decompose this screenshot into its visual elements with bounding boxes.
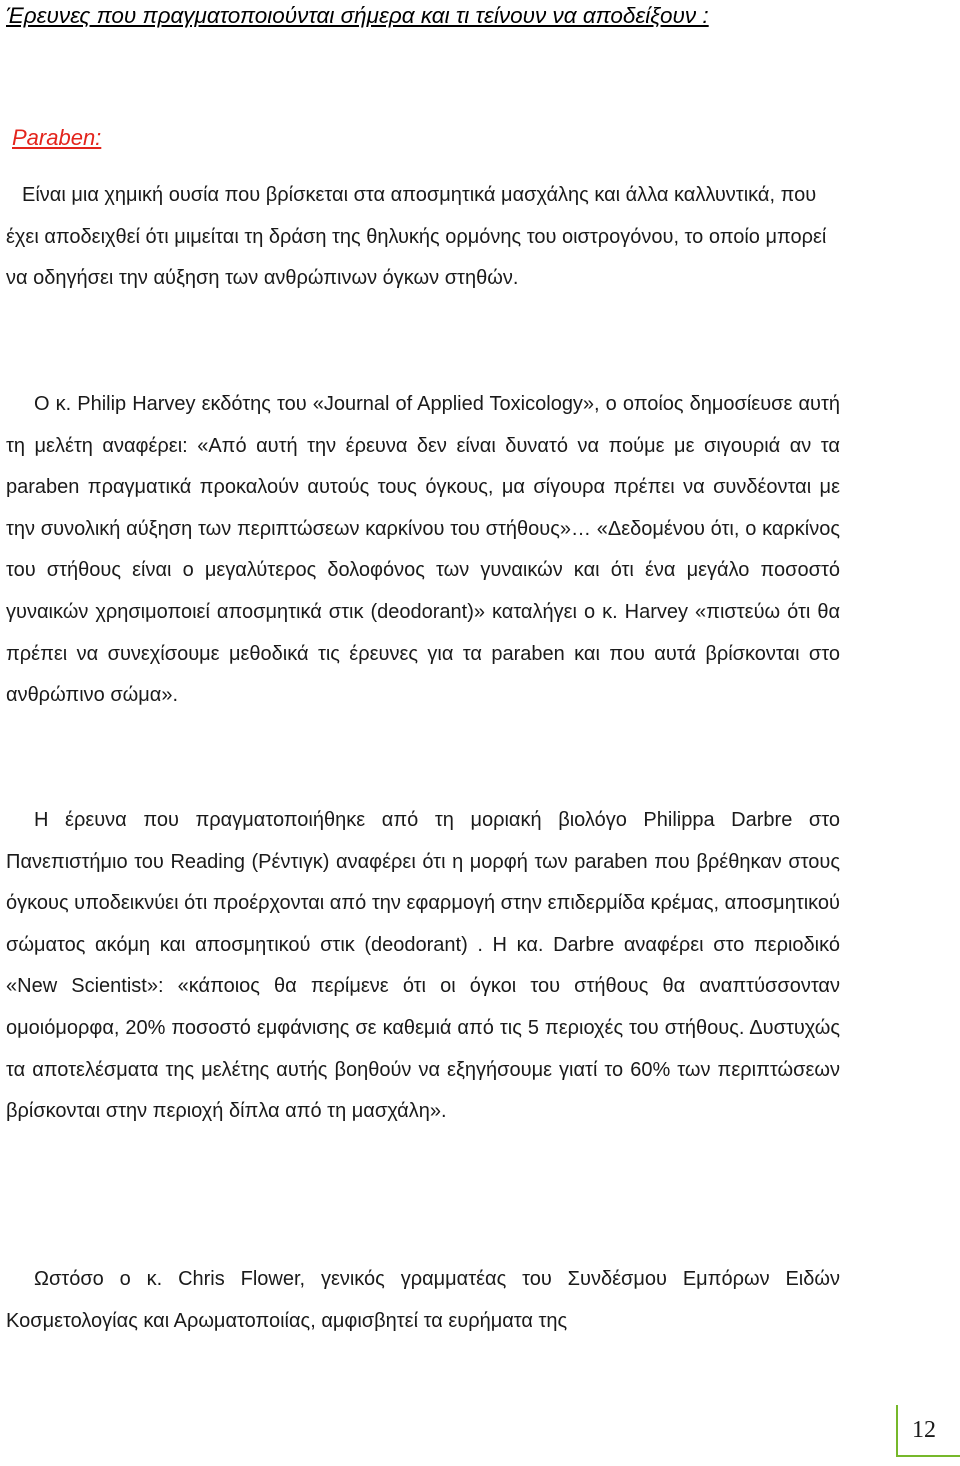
page-number: 12 (912, 1417, 936, 1443)
paragraph-harvey (6, 384, 840, 717)
paragraph-text: Ωστόσο ο κ. Chris Flower, γενικός γραμματέας του Συνδέσμου Εμπόρων Ειδών Κοσμετολογίας και Αρωματοποιίας, αμφισβητεί τα ευρήματα της (6, 1268, 840, 1332)
paragraph-text: Είναι μια χημική ουσία που βρίσκεται στα αποσμητικά μασχάλης και άλλα καλλυντικά, που έχει αποδειχθεί ότι μιμείται τη δράση της θηλυκής ορμόνης του οιστρογόνου, το οποίο μπορεί να οδηγήσει την αύξηση των ανθρώπινων όγκων στηθών. (6, 184, 827, 290)
section-title-paraben: Paraben: (12, 125, 102, 150)
page-number-rule-horizontal (896, 1455, 960, 1457)
paragraph-text: Η έρευνα που πραγματοποιήθηκε από τη μοριακή βιολόγο Philippa Darbre στο Πανεπιστήμιο του Reading (Ρέντιγκ) αναφέρει ότι η μορφή των paraben που βρέθηκαν στους όγκους υποδεικνύει ότι προέρχονται από την εφαρμογή στην επιδερμίδα κρέμας, αποσμητικού σώματος ακόμη και αποσμητικού στικ (deodorant) . Η κα. Darbre αναφέρει στο περιοδικό «New Scientist»: «κάποιος θα περίμενε ότι οι όγκοι του στήθους θα αναπτύσσονταν ομοιόμορφα, 20% ποσοστό εμφάνισης σε καθεμιά από τις 5 περιοχές του στήθους. Δυστυχώς τα αποτελέσματα της μελέτης αυτής βοηθούν να εξηγήσουμε γιατί το 60% των περιπτώσεων βρίσκονται στην περιοχή δίπλα από τη μασχάλη». (6, 809, 840, 1123)
paragraph-text: Ο κ. Philip Harvey εκδότης του «Journal of Applied Toxicology», ο οποίος δημοσίευσε αυτή τη μελέτη αναφέρει: «Από αυτή την έρευνα δεν είναι δυνατό να πούμε με σιγουριά αν τα paraben πραγματικά προκαλούν αυτούς τους όγκους, μα σίγουρα πρέπει να συνδέονται με την συνολική αύξηση των περιπτώσεων καρκίνου του στήθους»… «Δεδομένου ότι, ο καρκίνος του στήθους είναι ο μεγαλύτερος δολοφόνος των γυναικών και ότι ένα μεγάλο ποσοστό γυναικών χρησιμοποιεί αποσμητικά στικ (deodorant)» καταλήγει ο κ. Harvey «πιστεύω ότι θα πρέπει να συνεχίσουμε μεθοδικά τις έρευνες για τα paraben και που αυτά βρίσκονται στο ανθρώπινο σώμα». (6, 393, 840, 707)
paragraph-darbre (6, 800, 840, 1133)
page-heading: Έρευνες που πραγματοποιούνται σήμερα και τι τείνουν να αποδείξουν : (6, 3, 709, 28)
paragraph-definition (6, 175, 840, 300)
paragraph-flower (6, 1259, 840, 1342)
